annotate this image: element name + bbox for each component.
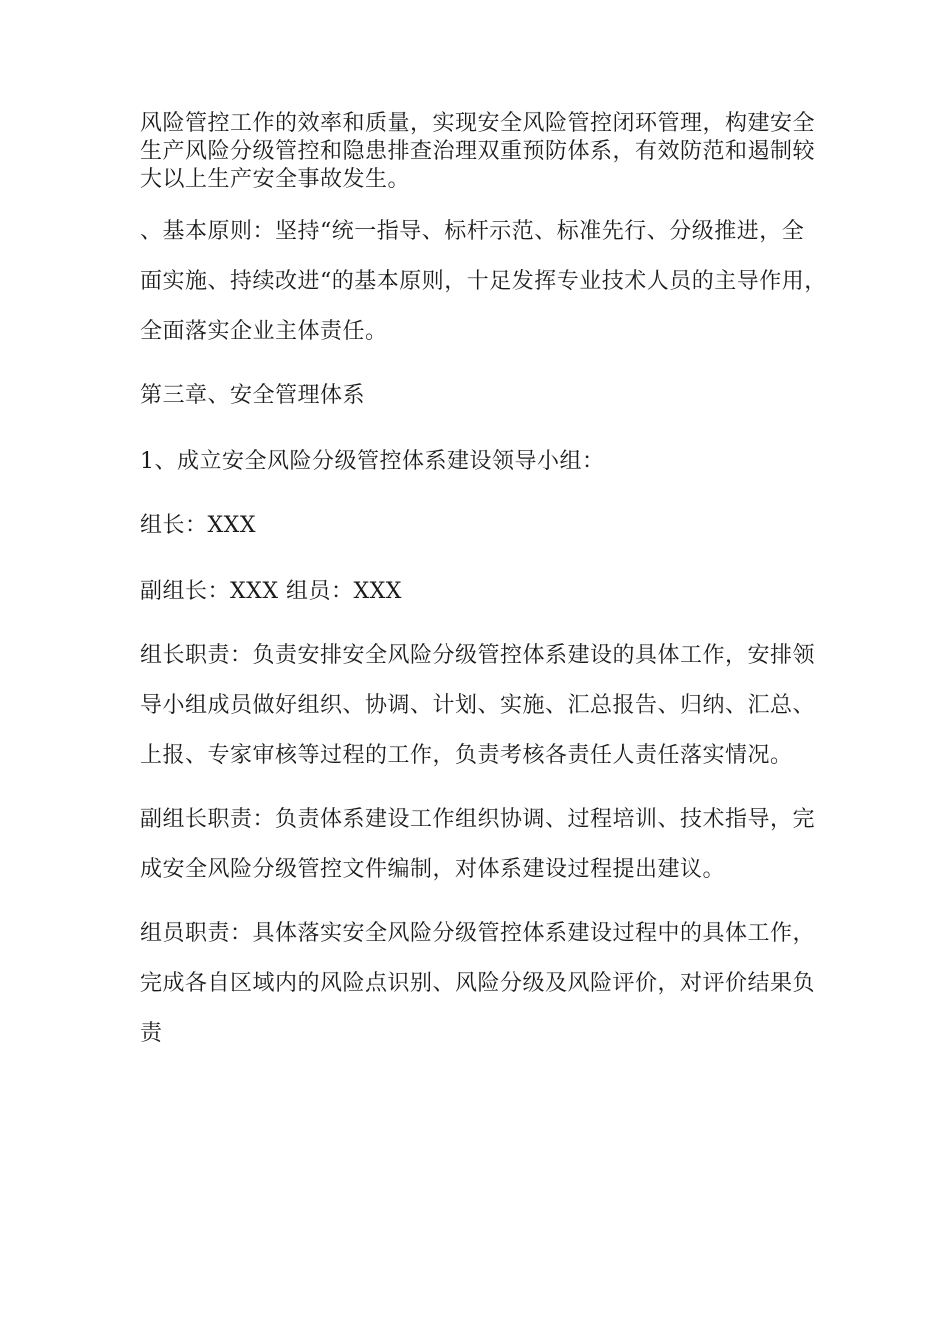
principle-line-2: 面实施、持续改进“的基本原则，十足发挥专业技术人员的主导作用，	[140, 269, 827, 294]
leader-line: 组长：XXX	[140, 513, 256, 538]
leader-duty-line-2: 导小组成员做好组织、协调、计划、实施、汇总报告、归纳、汇总、	[140, 693, 816, 718]
intro-line-2: 生产风险分级管控和隐患排查治理双重预防体系，有效防范和遏制较	[140, 139, 816, 164]
member-duty-line-1: 组员职责：具体落实安全风险分级管控体系建设过程中的具体工作，	[140, 921, 816, 946]
leader-duty-line-1: 组长职责：负责安排安全风险分级管控体系建设的具体工作，安排领	[140, 643, 816, 668]
intro-line-3: 大以上生产安全事故发生。	[140, 167, 411, 192]
member-duty-line-3: 责	[140, 1021, 163, 1046]
chapter-heading: 第三章、安全管理体系	[140, 383, 366, 408]
principle-line-3: 全面落实企业主体责任。	[140, 319, 388, 344]
deputy-members-line: 副组长：XXX 组员：XXX	[140, 579, 402, 604]
principle-line-1: 、基本原则：坚持“统一指导、标杆示范、标准先行、分级推进，全	[140, 219, 805, 244]
leader-duty-line-3: 上报、专家审核等过程的工作，负责考核各责任人责任落实情况。	[140, 743, 793, 768]
member-duty-line-2: 完成各自区域内的风险点识别、风险分级及风险评价，对评价结果负	[140, 971, 816, 996]
intro-line-1: 风险管控工作的效率和质量，实现安全风险管控闭环管理，构建安全	[140, 111, 816, 136]
deputy-duty-line-1: 副组长职责：负责体系建设工作组织协调、过程培训、技术指导，完	[140, 807, 816, 832]
item-1-heading: 1、成立安全风险分级管控体系建设领导小组：	[140, 449, 605, 474]
deputy-duty-line-2: 成安全风险分级管控文件编制，对体系建设过程提出建议。	[140, 857, 726, 882]
